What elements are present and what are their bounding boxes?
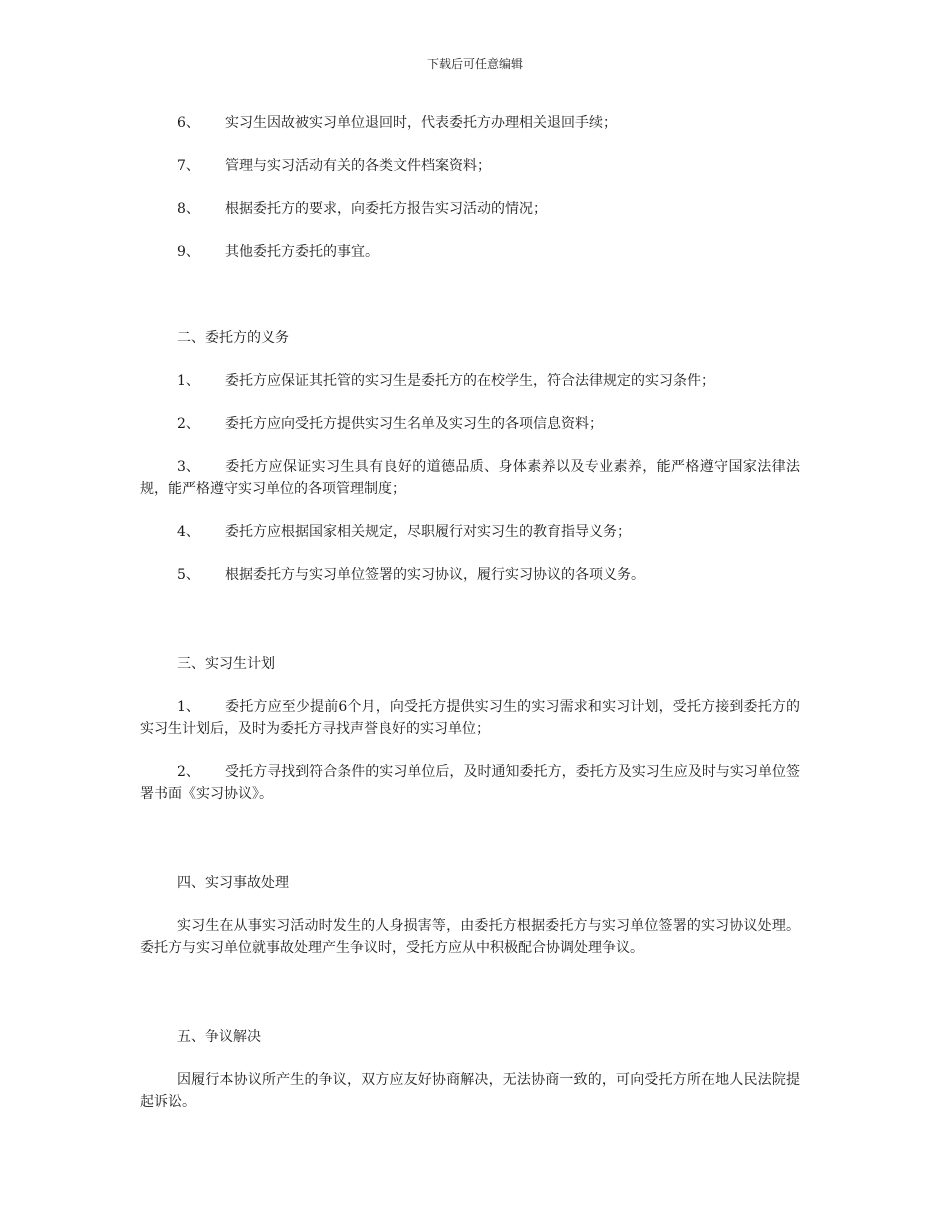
list-item (140, 456, 800, 500)
item-text: 委托方应保证其托管的实习生是委托方的在校学生，符合法律规定的实习条件； (225, 373, 715, 389)
item-text: 委托方应根据国家相关规定，尽职履行对实习生的教育指导义务； (225, 524, 631, 540)
section-title-accidents: 四、实习事故处理 (177, 875, 289, 891)
list-item (140, 241, 800, 263)
item-text: 管理与实习活动有关的各类文件档案资料； (225, 158, 491, 174)
document-body (140, 112, 800, 1134)
list-item (140, 198, 800, 220)
section-paragraph: 实习生在从事实习活动时发生的人身损害等，由委托方根据委托方与实习单位签署的实习协议处理。委托方与实习单位就事故处理产生争议时，受托方应从中积极配合协调处理争议。 (140, 918, 800, 956)
item-number: 4、 (177, 524, 200, 540)
item-text: 委托方应至少提前6个月，向受托方提供实习生的实习需求和实习计划，受托方接到委托方的实习生计划后，及时为委托方寻找声誉良好的实习单位； (140, 699, 800, 737)
item-number: 8、 (177, 201, 200, 217)
item-text: 实习生因故被实习单位退回时，代表委托方办理相关退回手续； (225, 115, 617, 131)
item-text: 委托方应保证实习生具有良好的道德品质、身体素养以及专业素养，能严格遵守国家法律法规，能严格遵守实习单位的各项管理制度； (140, 459, 800, 497)
item-number: 6、 (177, 115, 200, 131)
item-text: 受托方寻找到符合条件的实习单位后，及时通知委托方，委托方及实习生应及时与实习单位签署书面《实习协议》。 (140, 764, 800, 802)
item-number: 5、 (177, 567, 200, 583)
item-text: 其他委托方委托的事宜。 (225, 244, 379, 260)
list-item (140, 155, 800, 177)
item-number: 2、 (177, 416, 200, 432)
section-title-obligations: 二、委托方的义务 (177, 330, 289, 346)
list-item (140, 696, 800, 740)
item-text: 委托方应向受托方提供实习生名单及实习生的各项信息资料； (225, 416, 603, 432)
section-title-plan: 三、实习生计划 (177, 656, 275, 672)
list-item (140, 370, 800, 392)
item-number: 9、 (177, 244, 200, 260)
item-number: 1、 (177, 373, 200, 389)
list-item (140, 521, 800, 543)
item-text: 根据委托方的要求，向委托方报告实习活动的情况； (225, 201, 547, 217)
item-number: 2、 (177, 764, 200, 780)
list-item (140, 112, 800, 134)
list-item (140, 564, 800, 586)
item-number: 3、 (177, 459, 200, 475)
section-paragraph: 因履行本协议所产生的争议，双方应友好协商解决，无法协商一致的，可向受托方所在地人民法院提起诉讼。 (140, 1072, 800, 1110)
item-number: 1、 (177, 699, 200, 715)
section-title-disputes: 五、争议解决 (177, 1029, 261, 1045)
item-number: 7、 (177, 158, 200, 174)
page-header: 下载后可任意编辑 (426, 57, 523, 71)
item-text: 根据委托方与实习单位签署的实习协议，履行实习协议的各项义务。 (225, 567, 645, 583)
list-item (140, 761, 800, 805)
list-item (140, 413, 800, 435)
